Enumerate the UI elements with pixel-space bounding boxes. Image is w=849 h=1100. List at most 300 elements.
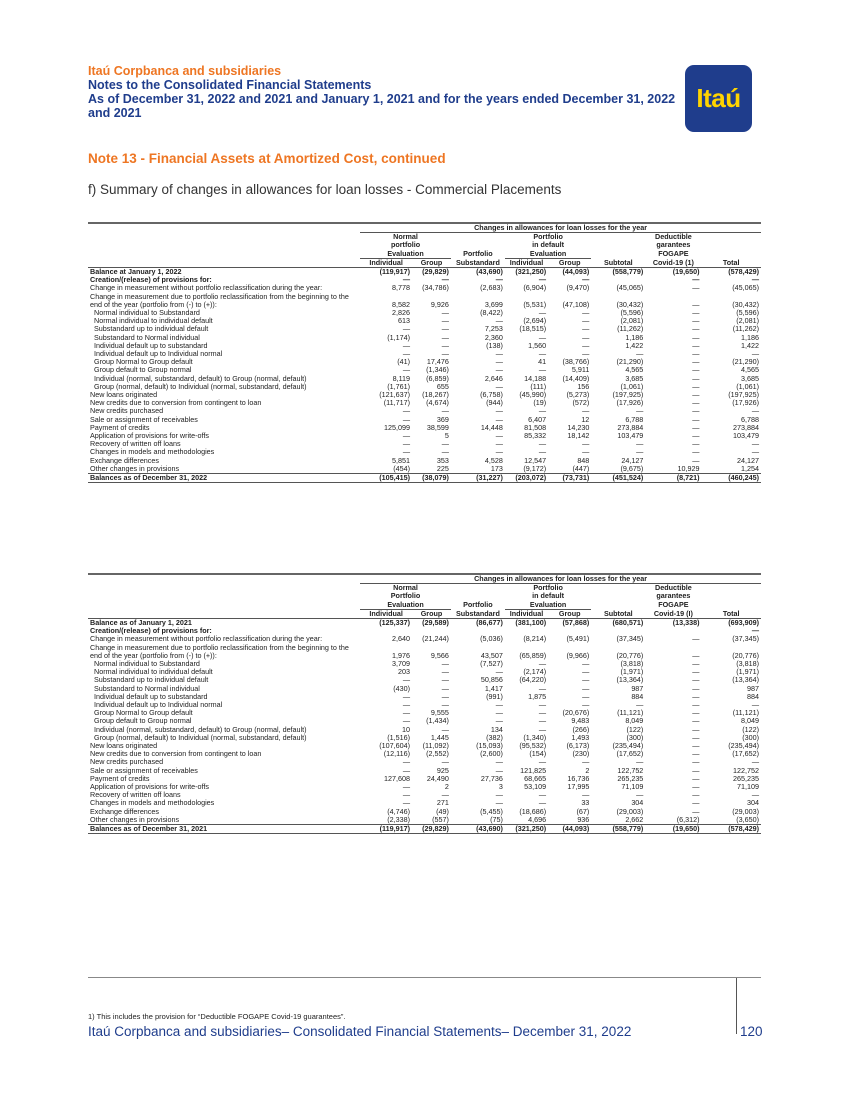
- cell-value: —: [538, 308, 547, 318]
- group-header-row-3: [88, 250, 761, 259]
- cell-value: —: [692, 659, 700, 669]
- cell-value: —: [692, 675, 700, 685]
- cell-value: 1,417: [484, 683, 503, 693]
- cell-value: —: [582, 324, 590, 334]
- cell-value: —: [441, 340, 449, 350]
- cell-value: (95,532): [519, 741, 547, 751]
- cell-value: —: [582, 439, 590, 449]
- cell-value: 1,422: [741, 340, 759, 350]
- row-label: Creation/(release) of provisions for:: [90, 626, 212, 636]
- cell-value: 4,565: [741, 365, 759, 375]
- cell-value: (43,690): [451, 825, 505, 834]
- row-label: Other changes in provisions: [90, 814, 180, 824]
- cell-value: —: [402, 691, 411, 701]
- cell-value: 925: [436, 765, 449, 775]
- cell-value: —: [692, 390, 700, 400]
- cell-value: (9,470): [566, 283, 590, 293]
- row-label: Change in measurement due to portfolio reclassification from the beginning to the end of the year (portfolio from (-) to (+)):: [90, 642, 349, 660]
- cell-value: (266): [572, 724, 590, 734]
- cell-value: (18,686): [519, 806, 547, 816]
- cell-value: 10,929: [677, 463, 700, 473]
- cell-value: —: [402, 757, 411, 767]
- cell-value: (47,108): [562, 299, 590, 309]
- cell-value: (17,926): [616, 398, 644, 408]
- row-label: Change in measurement without portfolio reclassification during the year:: [90, 283, 323, 293]
- cell-value: (1,061): [736, 381, 759, 391]
- cell-value: (13,364): [732, 675, 759, 685]
- cell-value: —: [402, 406, 411, 416]
- company-name: Itaú Corpbanca and subsidiaries: [88, 64, 282, 78]
- cell-value: (558,779): [591, 825, 645, 834]
- cell-value: (4,746): [387, 806, 411, 816]
- cell-value: (73,731): [548, 474, 591, 483]
- row-label: Creation/(release) of provisions for:: [90, 275, 212, 285]
- cell-value: —: [402, 675, 411, 685]
- cell-value: (119,917): [360, 825, 412, 834]
- cell-value: 2,826: [392, 308, 411, 318]
- cell-value: 156: [577, 381, 590, 391]
- table-row: [88, 474, 761, 483]
- cell-value: (6,312): [676, 814, 700, 824]
- cell-value: —: [582, 691, 590, 701]
- cell-value: (13,364): [616, 675, 644, 685]
- cell-value: (2,694): [523, 316, 547, 326]
- cell-value: 38,599: [426, 422, 449, 432]
- cell-value: —: [692, 373, 700, 383]
- cell-value: (1,340): [523, 732, 547, 742]
- cell-value: —: [441, 757, 449, 767]
- cell-value: 8,049: [741, 716, 759, 726]
- cell-value: —: [636, 439, 644, 449]
- cell-value: —: [636, 406, 644, 416]
- cell-value: (1,174): [387, 332, 411, 342]
- cell-value: —: [692, 667, 700, 677]
- cell-value: 85,332: [524, 431, 547, 441]
- cell-value: (75): [490, 814, 503, 824]
- cell-value: (447): [572, 463, 590, 473]
- row-label: Application of provisions for write-offs: [90, 782, 209, 792]
- cell-value: —: [692, 634, 700, 644]
- cell-value: —: [538, 365, 547, 375]
- cell-value: —: [692, 700, 700, 710]
- cell-value: 848: [577, 455, 590, 465]
- cell-value: 7,253: [484, 324, 503, 334]
- cell-value: —: [538, 700, 547, 710]
- cell-value: —: [582, 659, 590, 669]
- col-header: Group: [548, 609, 591, 618]
- row-label: Payment of credits: [90, 773, 150, 783]
- cell-value: 9,926: [430, 299, 449, 309]
- cell-value: (38,079): [412, 474, 451, 483]
- cell-value: 1,186: [741, 332, 759, 342]
- row-label: Balances as of December 31, 2021: [88, 825, 360, 834]
- period-line-2: and 2021: [88, 106, 142, 120]
- cell-value: 2,640: [392, 634, 411, 644]
- header-portfolio: Portfolio: [463, 249, 493, 259]
- cell-value: 24,127: [737, 455, 759, 465]
- cell-value: —: [495, 275, 503, 285]
- cell-value: (44,093): [562, 267, 590, 277]
- cell-value: —: [495, 790, 503, 800]
- col-header: Group: [412, 258, 451, 267]
- col-header: Substandard: [451, 609, 505, 618]
- header-deductible-2: garantees: [656, 240, 691, 250]
- cell-value: —: [751, 439, 759, 449]
- cell-value: —: [441, 332, 449, 342]
- cell-value: (944): [486, 398, 503, 408]
- row-label: Individual (normal, substandard, default) to Group (normal, default): [94, 373, 307, 383]
- cell-value: —: [402, 324, 411, 334]
- cell-value: —: [441, 683, 449, 693]
- cell-value: 50,856: [480, 675, 503, 685]
- cell-value: 3,685: [625, 373, 644, 383]
- cell-value: —: [692, 447, 700, 457]
- header-normal-3: Evaluation: [360, 250, 451, 259]
- cell-value: (45,990): [519, 390, 547, 400]
- cell-value: —: [692, 275, 700, 285]
- cell-value: 103,479: [617, 431, 644, 441]
- cell-value: 1,186: [625, 332, 644, 342]
- cell-value: (29,589): [422, 618, 449, 628]
- cell-value: 14,448: [480, 422, 503, 432]
- cell-value: 71,109: [621, 782, 644, 792]
- cell-value: —: [582, 667, 590, 677]
- cell-value: —: [751, 757, 759, 767]
- cell-value: (578,429): [701, 825, 761, 834]
- cell-value: 1,976: [392, 650, 411, 660]
- cell-value: (680,571): [612, 618, 644, 628]
- cell-value: —: [495, 765, 503, 775]
- cell-value: (1,061): [620, 381, 644, 391]
- cell-value: (5,273): [566, 390, 590, 400]
- cell-value: (6,173): [566, 741, 590, 751]
- cell-value: —: [402, 414, 411, 424]
- cell-value: —: [582, 757, 590, 767]
- cell-value: (29,003): [732, 806, 759, 816]
- itau-logo: [685, 65, 752, 132]
- cell-value: 53,109: [524, 782, 547, 792]
- row-label: New credits due to conversion from contingent to loan: [90, 749, 262, 759]
- cell-value: (5,531): [523, 299, 547, 309]
- cell-value: 1,254: [741, 463, 759, 473]
- row-label: Payment of credits: [90, 422, 150, 432]
- cell-value: (138): [486, 340, 503, 350]
- cell-value: (17,652): [616, 749, 644, 759]
- cell-value: (11,717): [383, 398, 411, 408]
- cell-value: 265,235: [733, 773, 759, 783]
- cell-value: (64,220): [519, 675, 547, 685]
- cell-value: —: [441, 659, 449, 669]
- row-label: Application of provisions for write-offs: [90, 431, 209, 441]
- cell-value: (19): [533, 398, 547, 408]
- cell-value: 203: [398, 667, 411, 677]
- cell-value: —: [692, 798, 700, 808]
- cell-value: 1,493: [571, 732, 590, 742]
- table-row: [88, 416, 761, 424]
- cell-value: (203,072): [505, 474, 548, 483]
- cell-value: (19,650): [645, 825, 701, 834]
- cell-value: (30,432): [732, 299, 759, 309]
- row-label: Changes in models and methodologies: [90, 447, 215, 457]
- cell-value: —: [441, 724, 449, 734]
- cell-value: (1,516): [387, 732, 411, 742]
- cell-value: —: [441, 790, 449, 800]
- cell-value: (45,065): [616, 283, 644, 293]
- cell-value: (197,925): [612, 390, 644, 400]
- cell-value: (111): [530, 381, 547, 391]
- cell-value: —: [441, 700, 449, 710]
- cell-value: (454): [393, 463, 411, 473]
- cell-value: —: [692, 308, 700, 318]
- row-label: Individual default up to substandard: [94, 691, 208, 701]
- cell-value: 2,360: [484, 332, 503, 342]
- cell-value: 127,608: [384, 773, 411, 783]
- cell-value: —: [692, 324, 700, 334]
- cell-value: —: [751, 790, 759, 800]
- cell-value: (572): [572, 398, 590, 408]
- cell-value: —: [636, 700, 644, 710]
- cell-value: 2,646: [484, 373, 503, 383]
- cell-value: —: [538, 757, 547, 767]
- col-header: Subtotal: [591, 258, 645, 267]
- cell-value: (34,786): [422, 283, 449, 293]
- cell-value: (9,172): [523, 463, 547, 473]
- cell-value: (557): [432, 814, 449, 824]
- cell-value: (8,422): [480, 308, 503, 318]
- cell-value: (3,650): [736, 814, 759, 824]
- cell-value: (230): [572, 749, 590, 759]
- cell-value: —: [495, 700, 503, 710]
- cell-value: —: [692, 439, 700, 449]
- cell-value: (558,779): [612, 267, 644, 277]
- cell-value: (11,092): [422, 741, 449, 751]
- cell-value: (107,604): [379, 741, 411, 751]
- cell-value: —: [692, 406, 700, 416]
- row-label: New loans originated: [90, 390, 158, 400]
- cell-value: 9,555: [430, 708, 449, 718]
- cell-value: (382): [486, 732, 503, 742]
- cell-value: —: [751, 275, 759, 285]
- cell-value: —: [538, 349, 547, 359]
- cell-value: 353: [436, 455, 449, 465]
- logo-text: Itaú: [696, 83, 741, 113]
- cell-value: —: [402, 782, 411, 792]
- cell-value: —: [495, 757, 503, 767]
- table-row: [88, 457, 761, 465]
- cell-value: 103,479: [733, 431, 759, 441]
- cell-value: —: [692, 414, 700, 424]
- cell-value: (5,036): [480, 634, 503, 644]
- cell-value: 1,875: [528, 691, 547, 701]
- cell-value: (2,683): [480, 283, 503, 293]
- cell-value: —: [538, 332, 547, 342]
- cell-value: (41): [397, 357, 411, 367]
- cell-value: (11,262): [617, 324, 644, 334]
- cell-value: (105,415): [360, 474, 412, 483]
- note-title: Note 13 - Financial Assets at Amortized Cost, continued: [88, 151, 446, 166]
- cell-value: 33: [581, 798, 590, 808]
- cell-value: (2,081): [736, 316, 759, 326]
- cell-value: (37,345): [616, 634, 644, 644]
- cell-value: (30,432): [616, 299, 644, 309]
- cell-value: (21,244): [422, 634, 449, 644]
- cell-value: 3,699: [484, 299, 503, 309]
- cell-value: 9,483: [571, 716, 590, 726]
- cell-value: —: [582, 316, 590, 326]
- cell-value: (300): [742, 732, 759, 742]
- cell-value: —: [441, 691, 449, 701]
- cell-value: (2,081): [620, 316, 644, 326]
- cell-value: —: [582, 332, 590, 342]
- cell-value: —: [692, 340, 700, 350]
- cell-value: —: [495, 708, 503, 718]
- cell-value: (1,761): [387, 381, 411, 391]
- cell-value: 5,851: [392, 455, 411, 465]
- cell-value: 6,788: [741, 414, 759, 424]
- cell-value: —: [402, 431, 411, 441]
- cell-value: (122): [742, 724, 759, 734]
- cell-value: (9,675): [620, 463, 644, 473]
- notes-title: Notes to the Consolidated Financial Statements: [88, 78, 372, 92]
- cell-value: —: [402, 716, 411, 726]
- footnote: 1) This includes the provision for “Deductible FOGAPE Covid-19 guarantees”.: [88, 1012, 346, 1021]
- row-label: Substandard to Normal individual: [94, 683, 200, 693]
- row-label: Other changes in provisions: [90, 463, 180, 473]
- section-subtitle: f) Summary of changes in allowances for loan losses - Commercial Placements: [88, 182, 562, 197]
- cell-value: (7,527): [480, 659, 503, 669]
- cell-value: —: [582, 675, 590, 685]
- cell-value: —: [692, 365, 700, 375]
- row-label: Sale or assignment of receivables: [90, 765, 198, 775]
- cell-value: —: [402, 708, 411, 718]
- cell-value: —: [692, 299, 700, 309]
- row-label: Group default to Group normal: [94, 716, 192, 726]
- row-label: Change in measurement due to portfolio reclassification from the beginning to the end of the year (portfolio from (-) to (+)):: [90, 291, 349, 309]
- cell-value: —: [495, 365, 503, 375]
- header-default-2: in default: [532, 591, 565, 601]
- cell-value: (693,909): [728, 618, 759, 628]
- cell-value: —: [582, 340, 590, 350]
- cell-value: 10: [402, 724, 411, 734]
- cell-value: 17,476: [426, 357, 449, 367]
- cell-value: —: [751, 349, 759, 359]
- cell-value: —: [441, 275, 449, 285]
- cell-value: —: [402, 700, 411, 710]
- cell-value: —: [495, 798, 503, 808]
- row-label: Normal individual to individual default: [94, 667, 213, 677]
- cell-value: —: [636, 757, 644, 767]
- table-row: [88, 783, 761, 791]
- cell-value: —: [692, 683, 700, 693]
- cell-value: 3,685: [741, 373, 759, 383]
- table-row: [88, 399, 761, 407]
- cell-value: —: [582, 349, 590, 359]
- cell-value: 6,407: [528, 414, 547, 424]
- cell-value: 18,142: [567, 431, 590, 441]
- cell-value: 987: [747, 683, 759, 693]
- header-deductible-3: FOGAPE: [658, 249, 689, 259]
- row-label: Individual default up to Individual normal: [94, 700, 223, 710]
- cell-value: 8,049: [625, 716, 644, 726]
- cell-value: —: [538, 790, 547, 800]
- cell-value: 122,752: [617, 765, 644, 775]
- cell-value: 24,490: [426, 773, 449, 783]
- cell-value: (578,429): [728, 267, 759, 277]
- cell-value: —: [692, 773, 700, 783]
- cell-value: —: [495, 447, 503, 457]
- cell-value: 271: [436, 798, 449, 808]
- cell-value: 4,565: [625, 365, 644, 375]
- cell-value: —: [402, 790, 411, 800]
- col-header: Total: [701, 258, 761, 267]
- cell-value: 1,422: [625, 340, 644, 350]
- cell-value: 27,736: [480, 773, 503, 783]
- cell-value: —: [582, 700, 590, 710]
- row-label: Normal individual to Substandard: [94, 308, 200, 318]
- group-header-row-3: [88, 601, 761, 610]
- cell-value: —: [538, 447, 547, 457]
- cell-value: —: [495, 406, 503, 416]
- table-row: [88, 750, 761, 758]
- cell-value: (57,868): [562, 618, 590, 628]
- cell-value: —: [495, 316, 503, 326]
- cell-value: (20,676): [562, 708, 590, 718]
- cell-value: —: [402, 340, 411, 350]
- cell-value: 884: [631, 691, 644, 701]
- cell-value: 369: [436, 414, 449, 424]
- col-header: Total: [701, 609, 761, 618]
- cell-value: —: [441, 447, 449, 457]
- row-label: Exchange differences: [90, 806, 159, 816]
- cell-value: (300): [626, 732, 644, 742]
- row-label: Normal individual to individual default: [94, 316, 213, 326]
- cell-value: (6,859): [426, 373, 449, 383]
- cell-value: (44,093): [548, 825, 591, 834]
- cell-value: (3,818): [736, 659, 759, 669]
- cell-value: —: [402, 439, 411, 449]
- row-label: Group default to Group normal: [94, 365, 192, 375]
- row-label: Normal individual to Substandard: [94, 659, 200, 669]
- cell-value: (9,966): [566, 650, 590, 660]
- row-label: Individual default up to substandard: [94, 340, 208, 350]
- cell-value: (1,971): [736, 667, 759, 677]
- period-line-1: As of December 31, 2022 and 2021 and January 1, 2021 and for the years ended December 31, 2022: [88, 92, 676, 106]
- table-row: [88, 825, 761, 834]
- col-header: Subtotal: [591, 609, 645, 618]
- row-label: New credits purchased: [90, 757, 164, 767]
- cell-value: —: [582, 275, 590, 285]
- cell-value: —: [441, 324, 449, 334]
- col-header: Group: [548, 258, 591, 267]
- cell-value: —: [495, 349, 503, 359]
- row-label: New credits purchased: [90, 406, 164, 416]
- cell-value: (11,262): [732, 324, 759, 334]
- cell-value: —: [538, 659, 547, 669]
- cell-value: —: [692, 398, 700, 408]
- cell-value: —: [692, 741, 700, 751]
- cell-value: (2,552): [426, 749, 449, 759]
- cell-value: 16,736: [567, 773, 590, 783]
- col-header: Individual: [360, 258, 412, 267]
- cell-value: —: [692, 431, 700, 441]
- cell-value: (122): [626, 724, 644, 734]
- cell-value: (18,515): [519, 324, 547, 334]
- cell-value: 4,696: [528, 814, 547, 824]
- row-label: Group Normal to Group default: [94, 357, 193, 367]
- header-default-3: Evaluation: [505, 250, 591, 259]
- cell-value: —: [441, 308, 449, 318]
- cell-value: (65,859): [519, 650, 547, 660]
